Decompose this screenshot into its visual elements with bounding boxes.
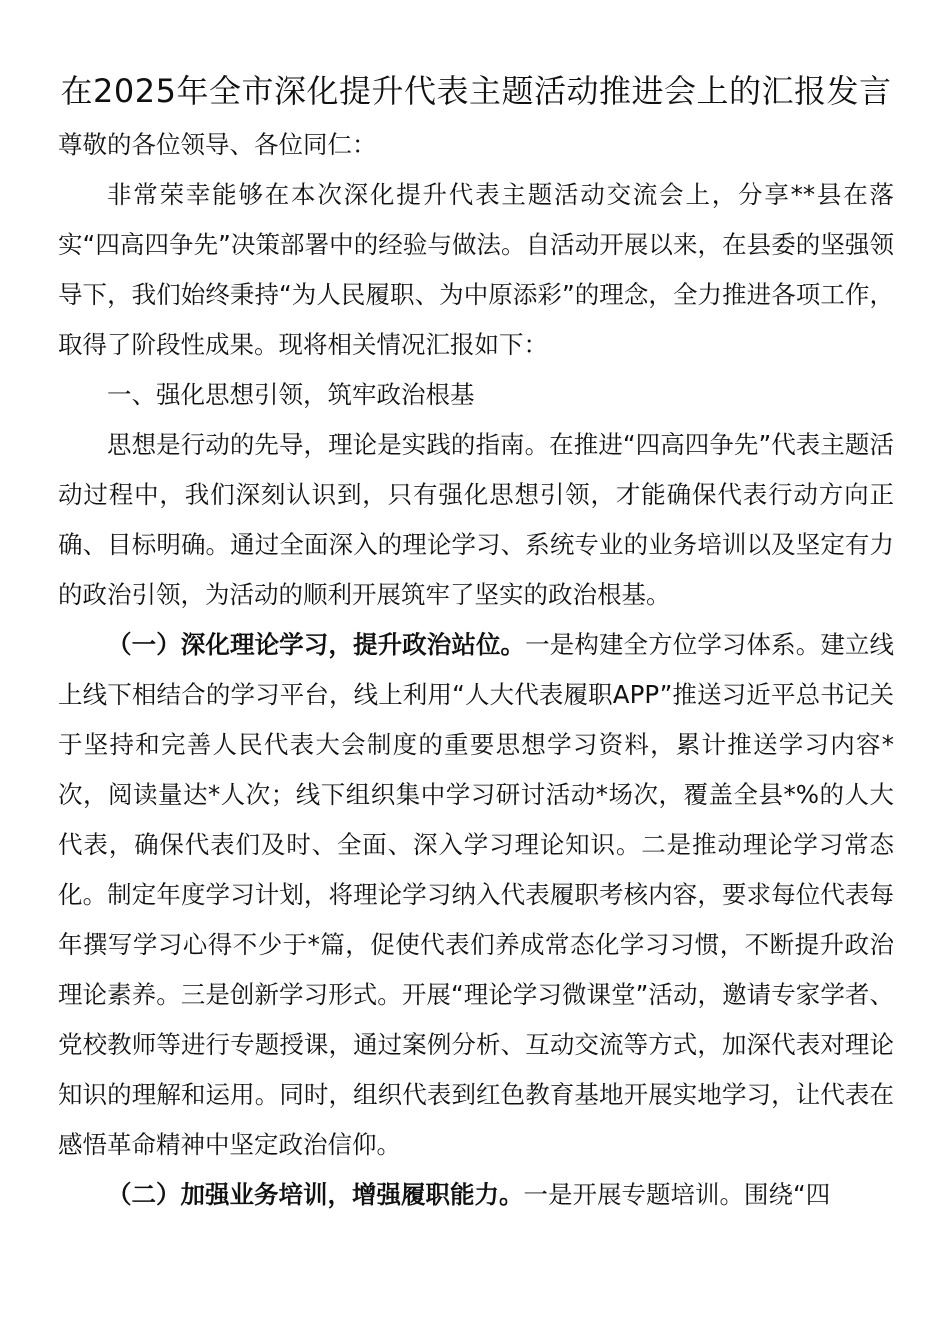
- document-title: 在2025年全市深化提升代表主题活动推进会上的汇报发言: [60, 72, 892, 110]
- subsection-1-title: （一）深化理论学习，提升政治站位。: [107, 630, 526, 659]
- subsection-2-title: （二）加强业务培训，增强履职能力。: [107, 1180, 524, 1209]
- subsection-1-paragraph: [58, 620, 894, 1170]
- subsection-1-body: 一是构建全方位学习体系。建立线上线下相结合的学习平台，线上利用“人大代表履职APP”推送习近平总书记关于坚持和完善人民代表大会制度的重要思想学习资料，累计推送学习内容*次，阅读量达*人次；线下组织集中学习研讨活动*场次，覆盖全县*%的人大代表，确保代表们及时、全面、深入学习理论知识。二是推动理论学习常态化。制定年度学习计划，将理论学习纳入代表履职考核内容，要求每位代表每年撰写学习心得不少于*篇，促使代表们养成常态化学习习惯，不断提升政治理论素养。三是创新学习形式。开展“理论学习微课堂”活动，邀请专家学者、党校教师等进行专题授课，通过案例分析、互动交流等方式，加深代表对理论知识的理解和运用。同时，组织代表到红色教育基地开展实地学习，让代表在感悟革命精神中坚定政治信仰。: [58, 630, 895, 1159]
- subsection-2-body: 一是开展专题培训。围绕“四: [523, 1180, 831, 1209]
- subsection-2-paragraph: [58, 1170, 894, 1220]
- document-page: [58, 66, 894, 1220]
- salutation: 尊敬的各位领导、各位同仁：: [58, 130, 377, 159]
- intro-paragraph: 非常荣幸能够在本次深化提升代表主题活动交流会上，分享**县在落实“四高四争先”决策部署中的经验与做法。自活动开展以来，在县委的坚强领导下，我们始终秉持“为人民履职、为中原添彩”的理念，全力推进各项工作，取得了阶段性成果。现将相关情况汇报如下：: [58, 180, 894, 359]
- section-1-intro-paragraph: 思想是行动的先导，理论是实践的指南。在推进“四高四争先”代表主题活动过程中，我们深刻认识到，只有强化思想引领，才能确保代表行动方向正确、目标明确。通过全面深入的理论学习、系统专业的业务培训以及坚定有力的政治引领，为活动的顺利开展筑牢了坚实的政治根基。: [58, 430, 894, 609]
- section-heading-1: 一、强化思想引领，筑牢政治根基: [107, 380, 475, 409]
